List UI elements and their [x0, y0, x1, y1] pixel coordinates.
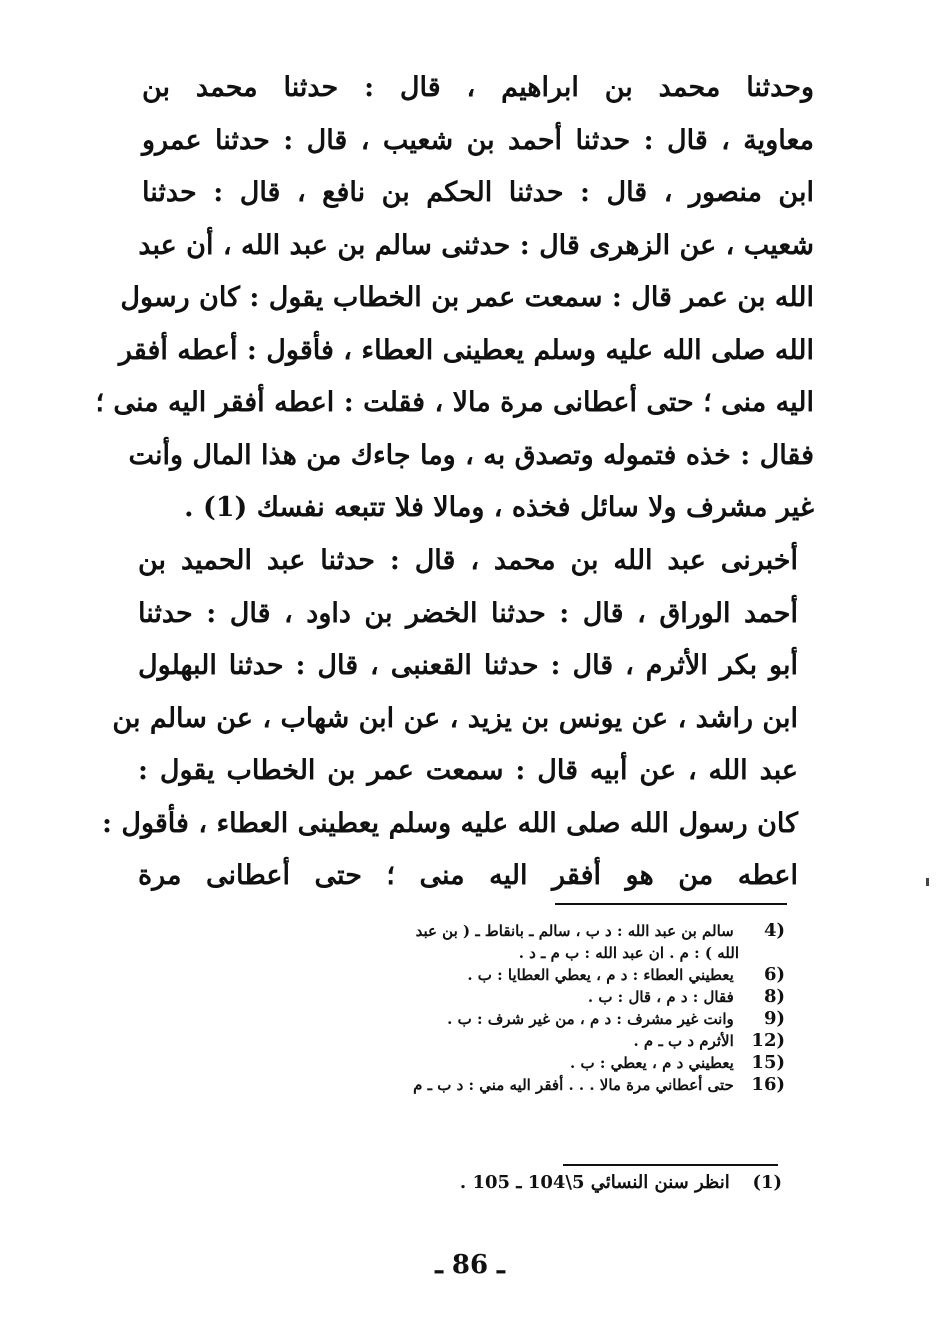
- footnote-text: انظر سنن النسائي 5\104 ـ 105 .: [459, 1172, 730, 1193]
- variant-note: [125, 964, 785, 986]
- note-number: 9): [763, 1008, 785, 1029]
- note-text: وانت غير مشرف : د م ، من غير شرف : ب .: [447, 1010, 734, 1028]
- text-line: أخبرنى عبد الله بن محمد ، قال : حدثنا عبد الحميد بن: [138, 545, 798, 576]
- variant-note: [125, 942, 785, 964]
- variant-note: [125, 1052, 785, 1074]
- variant-note: [125, 986, 785, 1008]
- footnote-number: (1): [752, 1172, 782, 1193]
- text-line: معاوية ، قال : حدثنا أحمد بن شعيب ، قال : حدثنا عمرو: [142, 124, 814, 156]
- note-number: 15): [751, 1052, 785, 1073]
- note-text: فقال : د م ، قال : ب .: [587, 988, 734, 1006]
- scan-speck: [926, 878, 929, 886]
- text-line: الله بن عمر قال : سمعت عمر بن الخطاب يقول : كان رسول: [120, 282, 814, 313]
- note-number: 12): [751, 1030, 785, 1051]
- note-number: 6): [763, 964, 785, 985]
- footnote-separator-rule: [563, 1164, 778, 1166]
- hadith-paragraph-2: [101, 535, 798, 903]
- text-line: كان رسول الله صلى الله عليه وسلم يعطينى العطاء ، فأقول :: [101, 807, 798, 839]
- note-text: يعطيني العطاء : د م ، يعطي العطايا : ب .: [467, 966, 734, 984]
- text-line: ابن راشد ، عن يونس بن يزيد ، عن ابن شهاب ، عن سالم بن: [112, 702, 798, 734]
- text-line: ابن منصور ، قال : حدثنا الحكم بن نافع ، قال : حدثنا: [142, 177, 814, 208]
- notes-separator-rule: [555, 903, 787, 905]
- note-text: سالم بن عبد الله : د ب ، سالم ـ بانقاط ـ ( بن عبد: [415, 922, 734, 940]
- page-number: ـ 86 ـ: [435, 1250, 505, 1280]
- variant-note: [125, 1030, 785, 1052]
- text-line: وحدثنا محمد بن ابراهيم ، قال : حدثنا محمد بن: [142, 72, 814, 103]
- variant-note: [125, 1008, 785, 1030]
- note-text: الله ) : م . ان عبد الله : ب م ـ د .: [518, 944, 739, 962]
- text-line: أبو بكر الأثرم ، قال : حدثنا القعنبى ، قال : حدثنا البهلول: [138, 650, 798, 681]
- text-line: شعيب ، عن الزهرى قال : حدثنى سالم بن عبد الله ، أن عبد: [138, 229, 814, 261]
- note-text: الأثرم د ب ـ م .: [633, 1032, 734, 1050]
- text-line: الله صلى الله عليه وسلم يعطينى العطاء ، فأقول : أعطه أفقر: [118, 334, 814, 366]
- variant-note: [125, 920, 785, 942]
- text-line: فقال : خذه فتموله وتصدق به ، وما جاءك من هذا المال وأنت: [128, 439, 814, 471]
- note-text: يعطيني د م ، يعطي : ب .: [570, 1054, 734, 1072]
- note-number: 8): [763, 986, 785, 1007]
- variant-notes: [125, 920, 785, 1096]
- text-line: اعطه من هو أفقر اليه منى ؛ حتى أعطانى مرة: [138, 860, 798, 891]
- note-number: 16): [751, 1074, 785, 1095]
- text-line: اليه منى ؛ حتى أعطانى مرة مالا ، فقلت : اعطه أفقر اليه منى ؛: [95, 387, 814, 418]
- hadith-paragraph-1: [95, 62, 814, 535]
- variant-note: [125, 1074, 785, 1096]
- text-line: غير مشرف ولا سائل فخذه ، ومالا فلا تتبعه نفسك (1) .: [184, 492, 814, 523]
- text-line: عبد الله ، عن أبيه قال : سمعت عمر بن الخطاب يقول :: [138, 755, 798, 786]
- text-line: أحمد الوراق ، قال : حدثنا الخضر بن داود ، قال : حدثنا: [138, 597, 798, 629]
- note-text: حتى أعطاني مرة مالا . . . أفقر اليه مني : د ب ـ م: [413, 1076, 734, 1094]
- footnote: [352, 1168, 782, 1198]
- note-number: 4): [763, 920, 785, 941]
